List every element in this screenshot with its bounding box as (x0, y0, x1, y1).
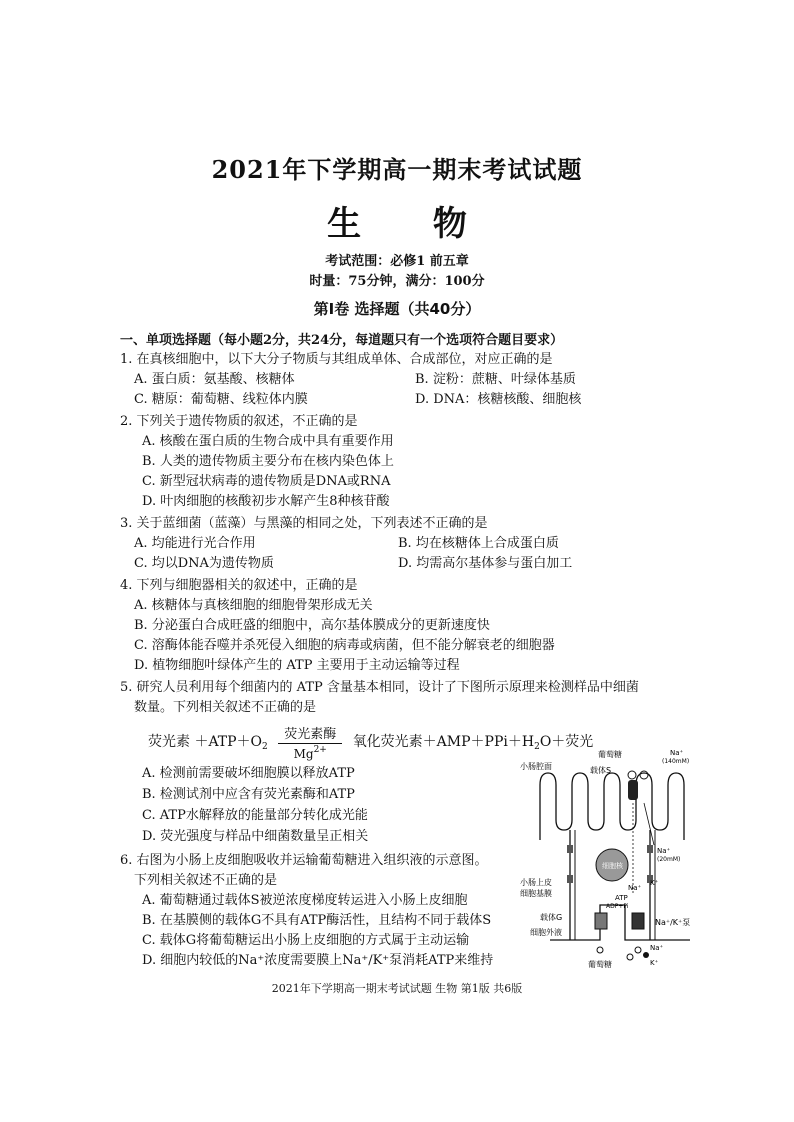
q3-option-c: C. 均以DNA为遗传物质 (134, 556, 274, 571)
exam-time: 时量：75分钟，满分：100分 (309, 274, 485, 289)
epithelial-cell-diagram (520, 745, 715, 970)
q4-option-d: D. 植物细胞叶绿体产生的 ATP 主要用于主动运输等过程 (134, 658, 460, 673)
q4-option-b: B. 分泌蛋白合成旺盛的细胞中，高尔基体膜成分的更新速度快 (134, 618, 490, 633)
nucleus-label: 细胞核 (602, 862, 623, 870)
junction-square (567, 845, 573, 853)
q1-option-d: D. DNA：核糖核酸、细胞核 (415, 392, 582, 407)
q6-stem-line1: 6. 右图为小肠上皮细胞吸收并运输葡萄糖进入组织液的示意图。 (120, 853, 488, 868)
extracellular-label: 细胞外液 (530, 928, 562, 937)
section-title: 第Ⅰ卷 选择题（共40分） (313, 300, 481, 318)
equation-enzyme: 荧光素酶 (278, 723, 342, 744)
q1-stem: 1. 在真核细胞中，以下大分子物质与其组成单体、合成部位，对应正确的是 (120, 352, 553, 367)
carrier-s-label: 载体S (590, 766, 612, 775)
q3-option-d: D. 均需高尔基体参与蛋白加工 (398, 556, 573, 571)
q2-option-a: A. 核酸在蛋白质的生物合成中具有重要作用 (142, 434, 394, 449)
na-in-label: Na⁺ (657, 847, 671, 855)
lumen-label: 小肠腔面 (520, 762, 552, 771)
na-out-label: Na⁺ (670, 749, 684, 757)
q3-option-a: A. 均能进行光合作用 (134, 536, 256, 551)
carrier-g-icon (595, 913, 607, 929)
apical-membrane (540, 773, 684, 840)
junction-square (567, 875, 573, 883)
q3-option-b: B. 均在核糖体上合成蛋白质 (398, 536, 559, 551)
equation-left: 荧光素 ＋ATP＋O (148, 734, 263, 751)
q5-option-a: A. 检测前需要破坏细胞膜以释放ATP (142, 766, 355, 781)
equation-left-sub: 2 (262, 742, 268, 753)
na-ion-icon (635, 947, 641, 953)
equation-right-1: 氧化荧光素＋AMP＋PPi＋H (352, 734, 535, 751)
q3-stem: 3. 关于蓝细菌（蓝藻）与黑藻的相同之处，下列表述不正确的是 (120, 516, 488, 531)
equation-right-sub: 2 (534, 742, 540, 753)
na-ion-icon (640, 771, 648, 779)
atp-label: ATP (615, 894, 628, 902)
reaction-condition (278, 723, 342, 761)
k-label-1: K⁺ (650, 879, 659, 887)
epithelial-label-2: 细胞基膜 (520, 889, 552, 898)
carrier-g-label: 载体G (540, 913, 563, 922)
q6-option-a: A. 葡萄糖通过载体S被逆浓度梯度转运进入小肠上皮细胞 (142, 893, 468, 908)
k-label-2: K⁺ (650, 959, 659, 967)
q5-stem-line2: 数量。下列相关叙述不正确的是 (134, 700, 317, 715)
equation-cofactor-sup: 2+ (313, 745, 327, 755)
q6-stem-line2: 下列相关叙述不正确的是 (134, 873, 278, 888)
q2-option-c: C. 新型冠状病毒的遗传物质是DNA或RNA (142, 474, 391, 489)
carrier-s-icon (628, 780, 638, 800)
glucose-label: 葡萄糖 (598, 750, 622, 759)
q5-option-d: D. 荧光强度与样品中细菌数量呈正相关 (142, 829, 369, 844)
na-label-2: Na⁺ (650, 944, 664, 952)
subject-title: 生 物 (327, 204, 497, 244)
q5-stem-line1: 5. 研究人员利用每个细菌内的 ATP 含量基本相同，设计了下图所示原理来检测样品中细菌 (120, 680, 639, 695)
glucose-icon (628, 771, 636, 779)
na-ion-icon (627, 954, 633, 960)
glucose-icon (597, 947, 603, 953)
exam-title: 2021年下学期高一期末考试试题 (211, 155, 583, 184)
q2-stem: 2. 下列关于遗传物质的叙述，不正确的是 (120, 414, 358, 429)
glucose-label-2: 葡萄糖 (588, 960, 612, 969)
q4-option-a: A. 核糖体与真核细胞的细胞骨架形成无关 (134, 598, 373, 613)
equation-reactants (148, 731, 268, 752)
na-out-conc-label: (140mM) (662, 758, 690, 765)
q2-option-b: B. 人类的遗传物质主要分布在核内染色体上 (142, 454, 394, 469)
k-ion-icon (643, 952, 649, 958)
equation-cofactor: Mg (293, 746, 314, 761)
equation-right-2: O＋荧光 (539, 734, 594, 751)
na-k-pump-icon (632, 913, 644, 929)
q1-option-c: C. 糖原：葡萄糖、线粒体内膜 (134, 392, 308, 407)
q4-stem: 4. 下列与细胞器相关的叙述中，正确的是 (120, 578, 358, 593)
q6-option-d: D. 细胞内较低的Na⁺浓度需要膜上Na⁺/K⁺泵消耗ATP来维持 (142, 953, 494, 968)
na-label-1: Na⁺ (628, 884, 642, 892)
q6-option-b: B. 在基膜侧的载体G不具有ATP酶活性，且结构不同于载体S (142, 913, 492, 928)
junction-square (647, 845, 653, 853)
q1-option-b: B. 淀粉：蔗糖、叶绿体基质 (415, 372, 576, 387)
exam-scope: 考试范围：必修1 前五章 (325, 254, 469, 269)
na-in-conc-label: (20mM) (657, 856, 681, 863)
q4-option-c: C. 溶酶体能吞噬并杀死侵入细胞的病毒或病菌，但不能分解衰老的细胞器 (134, 638, 555, 653)
epithelial-label-1: 小肠上皮 (520, 878, 552, 887)
q5-option-c: C. ATP水解释放的能量部分转化成光能 (142, 808, 368, 823)
q1-option-a: A. 蛋白质：氨基酸、核糖体 (134, 372, 295, 387)
pump-label: Na⁺/K⁺泵 (655, 918, 691, 927)
q2-option-d: D. 叶肉细胞的核酸初步水解产生8种核苷酸 (142, 494, 390, 509)
q5-option-b: B. 检测试剂中应含有荧光素酶和ATP (142, 787, 355, 802)
part1-heading: 一、单项选择题（每小题2分，共24分，每道题只有一个选项符合题目要求） (120, 333, 564, 348)
q6-option-c: C. 载体G将葡萄糖运出小肠上皮细胞的方式属于主动运输 (142, 933, 470, 948)
page-footer: 2021年下学期高一期末考试试题 生物 第1版 共6版 (271, 982, 523, 995)
adp-label: ADP+Pi (606, 903, 629, 910)
